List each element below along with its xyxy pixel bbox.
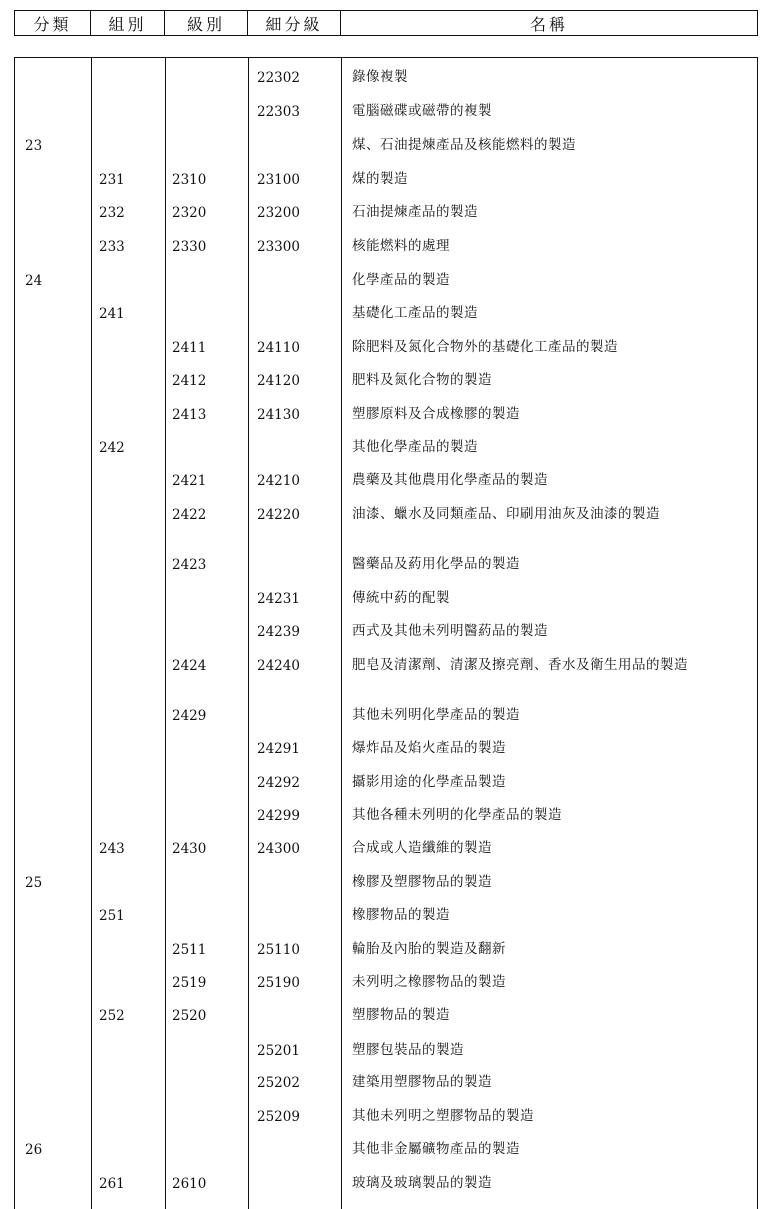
industry-name: 其他非金屬礦物產品的製造 [352,1141,520,1157]
subclass-code: 23200 [257,205,300,221]
group-code: 231 [99,172,125,188]
industry-name: 塑膠物品的製造 [352,1007,450,1023]
industry-name: 傳統中葯的配製 [352,590,450,606]
class-code: 2423 [172,557,207,573]
industry-name: 其他化學產品的製造 [352,439,478,455]
industry-name: 其他未列明之塑膠物品的製造 [352,1108,534,1124]
industry-name: 醫藥品及葯用化學品的製造 [352,556,520,572]
subclass-code: 23100 [257,172,300,188]
industry-name: 核能燃料的處理 [352,238,450,254]
industry-name: 煤的製造 [352,171,408,187]
class-code: 2610 [172,1176,207,1192]
industry-name: 肥料及氮化合物的製造 [352,372,492,388]
group-code: 261 [99,1176,125,1192]
column-divider [165,58,166,1209]
class-code: 2412 [172,373,207,389]
subclass-code: 25201 [257,1043,300,1059]
industry-name: 除肥料及氮化合物外的基礎化工產品的製造 [352,339,618,355]
subclass-code: 25209 [257,1109,300,1125]
class-code: 2429 [172,708,207,724]
class-code: 2424 [172,658,207,674]
header-division: 分類 [15,11,91,35]
industry-name: 塑膠包裝品的製造 [352,1042,464,1058]
industry-name: 攝影用途的化學產品製造 [352,774,506,790]
subclass-code: 22303 [257,104,300,120]
subclass-code: 24239 [257,624,300,640]
class-code: 2519 [172,975,207,991]
subclass-code: 24300 [257,841,300,857]
industry-name: 錄像複製 [352,69,408,85]
group-code: 241 [99,306,125,322]
subclass-code: 24220 [257,507,300,523]
class-code: 2520 [172,1008,207,1024]
subclass-code: 24292 [257,775,300,791]
industry-name: 玻璃及玻璃製品的製造 [352,1175,492,1191]
subclass-code: 24120 [257,373,300,389]
industry-name: 輪胎及內胎的製造及翻新 [352,941,506,957]
industry-name: 未列明之橡膠物品的製造 [352,974,506,990]
subclass-code: 24110 [257,340,300,356]
class-code: 2422 [172,507,207,523]
industry-name: 油漆、蠟水及同類產品、印刷用油灰及油漆的製造 [352,506,660,522]
group-code: 233 [99,239,125,255]
class-code: 2320 [172,205,207,221]
division-code: 24 [25,273,43,289]
division-code: 23 [25,138,43,154]
class-code: 2411 [172,340,207,356]
industry-name: 煤、石油提煉產品及核能燃料的製造 [352,137,576,153]
group-code: 251 [99,908,125,924]
column-divider [91,58,92,1209]
industry-name: 農藥及其他農用化學產品的製造 [352,472,548,488]
subclass-code: 22302 [257,70,300,86]
subclass-code: 24299 [257,808,300,824]
class-code: 2430 [172,841,207,857]
group-code: 243 [99,841,125,857]
industry-name: 塑膠原料及合成橡膠的製造 [352,406,520,422]
industry-name: 建築用塑膠物品的製造 [352,1074,492,1090]
subclass-code: 24231 [257,591,300,607]
header-name: 名稱 [529,14,568,34]
industry-name: 橡膠及塑膠物品的製造 [352,874,492,890]
table-header [14,10,758,36]
group-code: 232 [99,205,125,221]
industry-name: 石油提煉產品的製造 [352,204,478,220]
header-class: 級別 [165,11,248,35]
subclass-code: 25190 [257,975,300,991]
class-code: 2413 [172,407,207,423]
industry-name: 肥皂及清潔劑、清潔及擦亮劑、香水及衛生用品的製造 [352,657,688,673]
industry-name: 合成或人造纖維的製造 [352,840,492,856]
subclass-code: 25202 [257,1075,300,1091]
division-code: 25 [25,875,43,891]
industry-name: 爆炸品及焰火產品的製造 [352,740,506,756]
class-code: 2330 [172,239,207,255]
class-code: 2310 [172,172,207,188]
industry-name: 西式及其他未列明醫葯品的製造 [352,623,548,639]
division-code: 26 [25,1142,43,1158]
class-code: 2511 [172,942,207,958]
subclass-code: 24240 [257,658,300,674]
industry-name: 化學產品的製造 [352,272,450,288]
class-code: 2421 [172,473,207,489]
subclass-code: 23300 [257,239,300,255]
industry-name: 其他未列明化學產品的製造 [352,707,520,723]
classification-table [14,57,758,1209]
subclass-code: 25110 [257,942,300,958]
subclass-code: 24291 [257,741,300,757]
industry-name: 其他各種未列明的化學產品的製造 [352,807,562,823]
subclass-code: 24210 [257,473,300,489]
group-code: 252 [99,1008,125,1024]
header-subclass: 細分級 [248,11,341,35]
column-divider [341,58,342,1209]
industry-name: 電腦磁碟或磁帶的複製 [352,103,492,119]
industry-name: 橡膠物品的製造 [352,907,450,923]
header-group: 組別 [91,11,165,35]
subclass-code: 24130 [257,407,300,423]
industry-name: 基礎化工產品的製造 [352,305,478,321]
column-divider [248,58,249,1209]
group-code: 242 [99,440,125,456]
